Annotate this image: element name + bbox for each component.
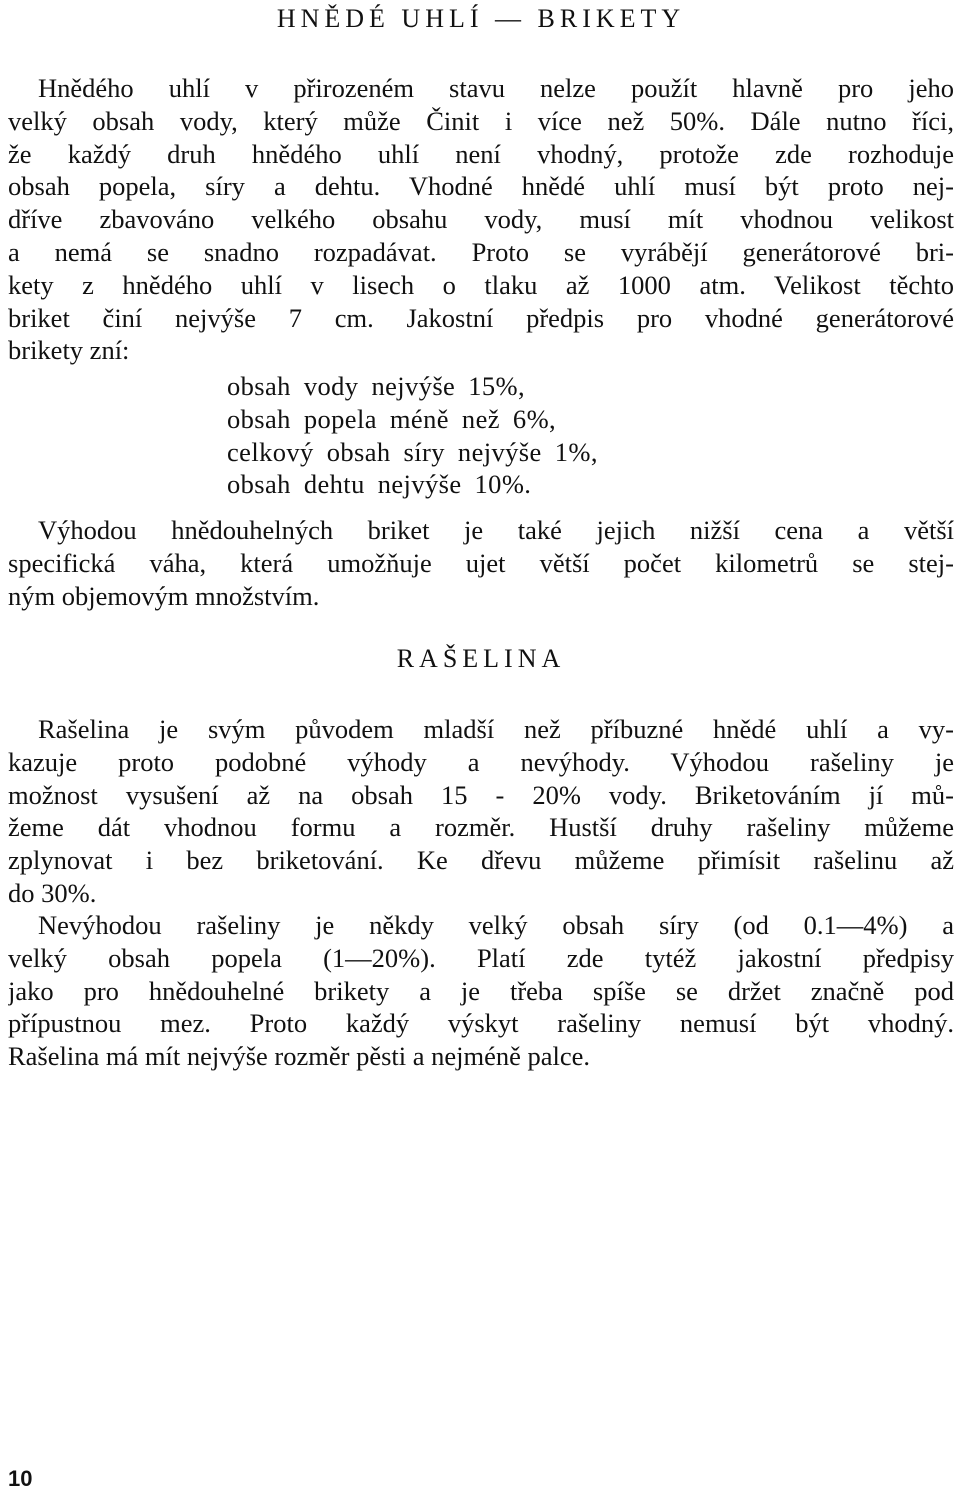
text-line: Rašelina je svým původem mladší než příbuzné hnědé uhlí a vy- — [38, 714, 954, 744]
text-line: že každý druh hnědého uhlí není vhodný, protože zde rozhoduje — [8, 138, 954, 169]
section-title-raselina: RAŠELINA — [396, 644, 566, 673]
spec-list — [227, 370, 598, 501]
text-line: Nevýhodou rašeliny je někdy velký obsah síry (od 0.1—4%) a — [38, 910, 954, 940]
page-number: 10 — [8, 1466, 33, 1491]
text-line: velký obsah popela (1—20%). Platí zde tytéž jakostní předpisy — [8, 942, 954, 973]
section-title-hnede-uhli: HNĚDÉ UHLÍ — BRIKETY — [276, 4, 686, 33]
text-line: obsah popela, síry a dehtu. Vhodné hnědé uhlí musí být proto nej- — [8, 171, 954, 202]
paragraph-raselina-2 — [8, 909, 954, 1073]
text-line: ným objemovým množstvím. — [8, 580, 320, 611]
paragraph-hnede-uhli-closing — [8, 514, 954, 612]
text-line: velký obsah vody, který může Činit i více než 50%. Dále nutno říci, — [8, 105, 954, 136]
spec-list-item: celkový obsah síry nejvýše 1%, — [227, 436, 598, 467]
text-line: kety z hnědého uhlí v lisech o tlaku až 1000 atm. Velikost těchto — [8, 269, 954, 300]
text-line: žeme dát vhodnou formu a rozměr. Hustší druhy rašeliny můžeme — [8, 812, 954, 843]
text-line: specifická váha, která umožňuje ujet větší počet kilometrů se stej- — [8, 547, 954, 578]
spec-list-item: obsah popela méně než 6%, — [227, 403, 557, 434]
text-line: do 30%. — [8, 877, 97, 908]
text-line: a nemá se snadno rozpadávat. Proto se vyrábějí generátorové bri- — [8, 236, 954, 267]
paragraph-hnede-uhli-intro — [8, 72, 954, 367]
text-line: přípustnou mez. Proto každý výskyt rašeliny nemusí být vhodný. — [8, 1008, 954, 1039]
spec-list-item: obsah vody nejvýše 15%, — [227, 371, 526, 401]
text-line: možnost vysušení až na obsah 15 - 20% vody. Briketováním jí mů- — [8, 779, 954, 810]
text-line: brikety zní: — [8, 335, 130, 366]
text-line: Rašelina má mít nejvýše rozměr pěsti a nejméně palce. — [8, 1041, 591, 1072]
text-line: zplynovat i bez briketování. Ke dřevu můžeme přimísit rašelinu až — [8, 845, 954, 876]
text-line: kazuje proto podobné výhody a nevýhody. Výhodou rašeliny je — [8, 746, 954, 777]
paragraph-raselina-1 — [8, 713, 954, 910]
text-line: Výhodou hnědouhelných briket je také jejich nižší cena a větší — [38, 515, 954, 545]
text-line: dříve zbavováno velkého obsahu vody, musí mít vhodnou velikost — [8, 204, 954, 235]
spec-list-item: obsah dehtu nejvýše 10%. — [227, 469, 532, 500]
text-line: jako pro hnědouhelné brikety a je třeba spíše se držet značně pod — [8, 975, 954, 1006]
text-line: briket činí nejvýše 7 cm. Jakostní předpis pro vhodné generátorové — [8, 302, 954, 333]
text-line: Hnědého uhlí v přirozeném stavu nelze použít hlavně pro jeho — [38, 73, 954, 103]
